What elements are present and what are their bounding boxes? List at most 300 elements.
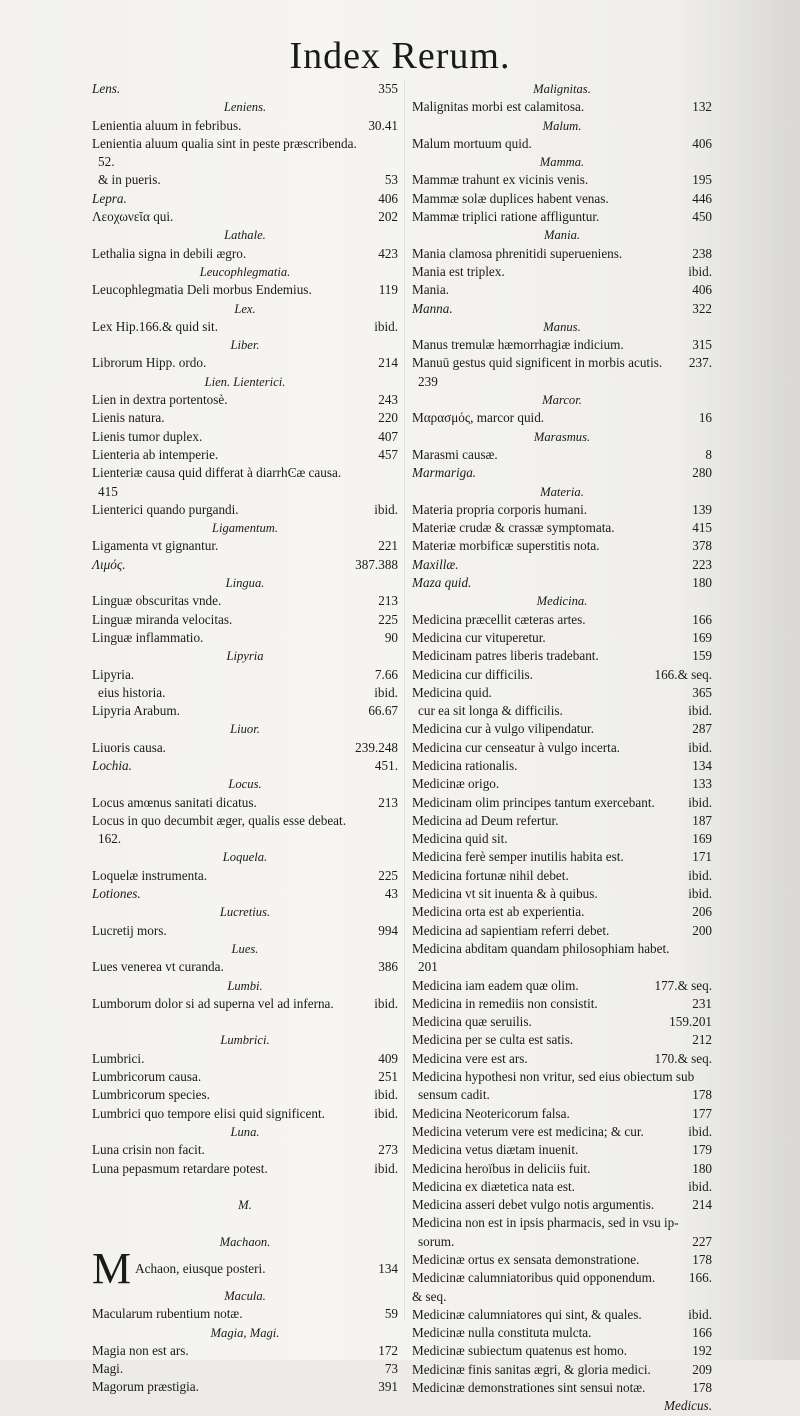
index-entry	[412, 666, 712, 684]
entry-text: Locus amœnus sanitati dicatus.	[92, 794, 257, 810]
page-ref: 450	[692, 209, 712, 225]
index-entry	[92, 1050, 398, 1068]
heading-text: M.	[238, 1198, 252, 1213]
page-ref: ibid.	[374, 1087, 398, 1103]
entry-text: Μαρασμός, marcor quid.	[412, 410, 545, 426]
page-ref: 227	[692, 1233, 712, 1249]
entry-text: Linguæ miranda velocitas.	[92, 611, 233, 627]
page-ref: 206	[692, 904, 712, 920]
page-ref: 169	[692, 629, 712, 645]
page-ref: 415	[692, 520, 712, 536]
index-entry	[412, 464, 712, 482]
entry-text: & seq.	[412, 1288, 447, 1304]
page-ref: 195	[692, 172, 712, 188]
index-entry	[92, 812, 398, 830]
entry-text: Medicina cur à vulgo vilipendatur.	[412, 721, 595, 737]
entry-text: Librorum Hipp. ordo.	[92, 355, 207, 371]
page-ref: 407	[378, 428, 398, 444]
page-ref: 225	[378, 867, 398, 883]
index-heading	[92, 1031, 398, 1049]
heading-text: Lingua.	[225, 576, 265, 591]
page-ref: 66.67	[368, 703, 398, 719]
page-ref: 273	[378, 1142, 398, 1158]
index-entry	[92, 153, 398, 171]
page-ref: 280	[692, 465, 712, 481]
entry-text: Medicina vt sit inuenta & à quibus.	[412, 886, 598, 902]
index-entry	[92, 409, 398, 427]
index-heading	[92, 940, 398, 958]
page-ref: 187	[692, 812, 712, 828]
page-ref: ibid.	[374, 1105, 398, 1121]
entry-text: Mania clamosa phrenitidi superueniens.	[412, 245, 623, 261]
index-entry	[92, 702, 398, 720]
index-heading	[412, 391, 712, 409]
index-entry	[92, 629, 398, 647]
index-entry	[92, 428, 398, 446]
index-heading	[92, 1324, 398, 1342]
heading-text: Luna.	[230, 1124, 260, 1139]
entry-text: Medicina vere est ars.	[412, 1050, 528, 1066]
index-entry	[412, 903, 712, 921]
index-entry	[412, 1269, 712, 1287]
heading-text: Leniens.	[223, 100, 267, 115]
entry-text: Leucophlegmatia Deli morbus Endemius.	[92, 282, 312, 298]
entry-text: Lucretij mors.	[92, 922, 167, 938]
heading-text: Liuor.	[230, 722, 260, 737]
entry-text: Mammæ trahunt ex vicinis venis.	[412, 172, 589, 188]
page-ref: 59	[384, 1306, 398, 1322]
page-ref: ibid.	[688, 1306, 712, 1322]
index-entry	[412, 629, 712, 647]
index-heading	[412, 592, 712, 610]
page-ref: 213	[378, 794, 398, 810]
index-entry	[412, 373, 712, 391]
entry-text: Medicina hypothesi non vritur, sed eius obiectum sub	[412, 1069, 695, 1085]
entry-text: Medicina ferè semper inutilis habita est.	[412, 849, 624, 865]
page-ref: 457	[378, 446, 398, 462]
page-ref: ibid.	[688, 867, 712, 883]
heading-text: Lues.	[231, 941, 259, 956]
index-entry	[412, 1160, 712, 1178]
index-entry	[92, 318, 398, 336]
entry-text: sensum cadit.	[418, 1087, 490, 1103]
entry-text: Medicina quid.	[412, 684, 492, 700]
heading-text: Lumbrici.	[220, 1033, 270, 1048]
entry-text: 52.	[98, 154, 115, 170]
index-entry	[92, 245, 398, 263]
index-entry	[92, 135, 398, 153]
page-ref: 171	[692, 849, 712, 865]
index-entry	[92, 1160, 398, 1178]
index-entry	[92, 1086, 398, 1104]
page-ref: 132	[692, 99, 712, 115]
entry-text: Lumborum dolor si ad superna vel ad inferna.	[92, 995, 334, 1011]
index-entry	[412, 684, 712, 702]
index-entry	[412, 1233, 712, 1251]
page-ref: 239.248	[355, 739, 398, 755]
index-entry	[92, 190, 398, 208]
entry-text: Magi.	[92, 1361, 124, 1377]
index-heading	[92, 336, 398, 354]
index-entry	[92, 1105, 398, 1123]
index-entry	[412, 848, 712, 866]
entry-text: Medicinæ demonstrationes sint sensui notæ.	[412, 1380, 646, 1396]
entry-text: Medicinæ calumniatores qui sint, & quales.	[412, 1306, 642, 1322]
index-entry	[92, 885, 398, 903]
index-entry	[92, 80, 398, 98]
entry-text: Lethalia signa in debili ægro.	[92, 245, 247, 261]
entry-text: Manus tremulæ hæmorrhagiæ indicium.	[412, 337, 624, 353]
heading-text: Macula.	[224, 1289, 266, 1303]
entry-text: Medicina quæ seruilis.	[412, 1014, 532, 1030]
heading-text: Marcor.	[542, 393, 582, 408]
index-entry	[412, 885, 712, 903]
entry-text: Medicina heroïbus in deliciis fuit.	[412, 1160, 591, 1176]
page-ref: 178	[692, 1380, 712, 1396]
entry-text: Mammæ triplici ratione affliguntur.	[412, 209, 600, 225]
heading-text: Ligamentum.	[211, 521, 279, 536]
heading-text: Lucretius.	[219, 905, 271, 920]
index-heading	[92, 775, 398, 793]
index-heading	[92, 263, 398, 281]
index-entry	[92, 556, 398, 574]
entry-text: Lumbricorum species.	[92, 1087, 210, 1103]
index-heading	[412, 226, 712, 244]
index-entry	[412, 556, 712, 574]
entry-text: Ligamenta vt gignantur.	[92, 538, 219, 554]
entry-text: Lienteria ab intemperie.	[92, 446, 219, 462]
page-ref: 43	[384, 886, 398, 902]
page-ref: 200	[692, 922, 712, 938]
index-entry	[92, 611, 398, 629]
entry-text: Locus in quo decumbit æger, qualis esse debeat.	[92, 812, 347, 828]
index-entry	[412, 446, 712, 464]
entry-text: Lenientia aluum in febribus.	[92, 117, 242, 133]
index-entry	[412, 794, 712, 812]
entry-text: Lien in dextra portentosè.	[92, 392, 228, 408]
page-ref: 365	[692, 684, 712, 700]
entry-text: Medicina veterum vere est medicina; & cur.	[412, 1123, 644, 1139]
page-ref: 225	[378, 611, 398, 627]
entry-text: Lex Hip.166.& quid sit.	[92, 318, 219, 334]
page-ref: 406	[378, 190, 398, 206]
page-ref: 30.41	[368, 117, 398, 133]
page-ref: ibid.	[374, 684, 398, 700]
index-entry	[412, 1196, 712, 1214]
index-heading	[92, 848, 398, 866]
entry-text: Maza quid.	[412, 575, 472, 591]
entry-text: Medicina in remediis non consistit.	[412, 995, 598, 1011]
heading-text: Machaon.	[219, 1234, 271, 1249]
page-ref: 994	[378, 922, 398, 938]
entry-text: Marmariga.	[412, 465, 477, 481]
entry-text: Medicina ex diætetica nata est.	[412, 1178, 575, 1194]
entry-text: Medicina orta est ab experientia.	[412, 904, 585, 920]
index-entry	[412, 1105, 712, 1123]
index-entry	[412, 1342, 712, 1360]
index-entry	[92, 592, 398, 610]
page-ref: 159.201	[669, 1014, 712, 1030]
entry-text: Lienis natura.	[92, 410, 165, 426]
page-title: Index Rerum.	[289, 35, 511, 77]
page-ref: 166	[692, 1325, 712, 1341]
index-heading	[412, 428, 712, 446]
page-ref: 451.	[374, 757, 398, 773]
page-ref: 409	[378, 1050, 398, 1066]
entry-text: Medicina cur difficilis.	[412, 666, 533, 682]
index-entry	[412, 1013, 712, 1031]
index-heading	[92, 1233, 398, 1251]
page-ref: 223	[692, 556, 712, 572]
index-entry	[412, 574, 712, 592]
entry-text: 239	[418, 373, 438, 389]
page-ref: 446	[692, 190, 712, 206]
page-ref: 166.	[688, 1270, 712, 1286]
page-ref: 172	[378, 1342, 398, 1358]
entry-text: Lotiones.	[92, 886, 141, 902]
entry-text: Medicina asseri debet vulgo notis argumentis.	[412, 1197, 655, 1213]
page-ref: 391	[378, 1379, 398, 1395]
entry-text: Magorum præstigia.	[92, 1379, 199, 1395]
page-ref: 423	[378, 245, 398, 261]
index-entry	[92, 684, 398, 702]
index-entry	[412, 171, 712, 189]
index-entry	[92, 483, 398, 501]
index-entry	[412, 1123, 712, 1141]
entry-text: Lipyria.	[92, 666, 135, 682]
heading-text: Lex.	[234, 301, 256, 316]
index-entry	[412, 519, 712, 537]
index-entry	[92, 1141, 398, 1159]
entry-text: Linguæ inflammatio.	[92, 629, 204, 645]
entry-text: 162.	[98, 831, 122, 847]
index-entry	[412, 611, 712, 629]
index-entry	[92, 830, 398, 848]
entry-text: Malignitas morbi est calamitosa.	[412, 99, 585, 115]
index-entry	[412, 263, 712, 281]
index-entry	[412, 720, 712, 738]
entry-text: Medicinæ nulla constituta mulcta.	[412, 1325, 592, 1341]
entry-text: Medicina ad Deum refertur.	[412, 812, 559, 828]
right-column	[412, 80, 712, 1416]
page-ref: 209	[692, 1361, 712, 1377]
heading-text: Medicina.	[536, 594, 588, 609]
index-heading	[412, 483, 712, 501]
page-ref: 238	[692, 245, 712, 261]
entry-text: cur ea sit longa & difficilis.	[418, 703, 563, 719]
index-entry	[92, 391, 398, 409]
index-entry	[412, 245, 712, 263]
index-heading	[92, 300, 398, 318]
index-heading	[412, 117, 712, 135]
entry-text: Lipyria Arabum.	[92, 703, 180, 719]
heading-text: Mania.	[543, 228, 581, 243]
entry-text: Medicina vetus diætam inuenit.	[412, 1142, 579, 1158]
index-entry	[92, 354, 398, 372]
index-entry	[412, 757, 712, 775]
index-entry	[412, 1068, 712, 1086]
page-ref: 7.66	[374, 666, 398, 682]
entry-text: Liuoris causa.	[92, 739, 166, 755]
heading-text: Manus.	[543, 319, 581, 334]
page-ref: 53	[384, 172, 398, 188]
index-entry	[412, 1031, 712, 1049]
index-entry	[92, 281, 398, 299]
entry-text: Lienteriæ causa quid differat à diarrhϾæ causa.	[92, 465, 342, 481]
entry-text: Marasmi causæ.	[412, 446, 498, 462]
catchword-text: Medicus.	[664, 1398, 712, 1414]
page-ref: 387.388	[355, 556, 398, 572]
heading-text: Lipyria	[226, 649, 264, 664]
index-entry	[92, 537, 398, 555]
entry-text: Medicinæ origo.	[412, 776, 500, 792]
index-entry	[412, 208, 712, 226]
index-entry	[412, 922, 712, 940]
index-entry	[92, 739, 398, 757]
index-entry	[412, 1086, 712, 1104]
index-entry	[412, 300, 712, 318]
index-heading	[412, 153, 712, 171]
index-entry	[412, 1288, 712, 1306]
left-column	[92, 80, 398, 1397]
page-ref: 180	[692, 1160, 712, 1176]
entry-text: Medicina non est in ipsis pharmacis, sed in vsu ip-	[412, 1215, 679, 1231]
page-ref: 177	[692, 1105, 712, 1121]
entry-text: Lepra.	[92, 190, 127, 206]
page-ref: 355	[378, 81, 398, 96]
entry-text: Medicina Neotericorum falsa.	[412, 1105, 570, 1121]
page-ref: 322	[692, 300, 712, 316]
index-entry	[412, 830, 712, 848]
index-entry	[412, 537, 712, 555]
index-entry	[412, 702, 712, 720]
entry-text: Λιμός.	[92, 556, 126, 572]
index-entry	[92, 995, 398, 1013]
index-entry	[412, 336, 712, 354]
entry-text: 201	[418, 959, 438, 975]
page-ref: 73	[384, 1361, 398, 1377]
entry-text: & in pueris.	[98, 172, 161, 188]
entry-text: Medicina iam eadem quæ olim.	[412, 977, 579, 993]
index-entry	[92, 464, 398, 482]
entry-text: Luna crisin non facit.	[92, 1142, 205, 1158]
page-ref: 386	[378, 959, 398, 975]
drop-cap: M	[92, 1244, 132, 1293]
entry-text: Mammæ solæ duplices habent venas.	[412, 190, 609, 206]
index-entry	[92, 1305, 398, 1323]
index-entry	[92, 501, 398, 519]
index-entry	[92, 1214, 398, 1232]
page-ref: ibid.	[374, 995, 398, 1011]
page-ref: 166.& seq.	[654, 666, 712, 682]
entry-text: Medicina rationalis.	[412, 757, 518, 773]
page-ref: 406	[692, 135, 712, 151]
heading-text: Materia.	[540, 484, 584, 499]
entry-text: Λεοχωνεῖα qui.	[92, 209, 174, 225]
index-entry	[412, 958, 712, 976]
page-ref: 178	[692, 1252, 712, 1267]
catchword	[412, 1397, 712, 1415]
heading-text: Marasmus.	[533, 429, 591, 444]
index-entry	[412, 281, 712, 299]
index-heading	[92, 903, 398, 921]
index-entry	[412, 1251, 712, 1269]
page-ref: ibid.	[688, 739, 712, 755]
index-entry	[412, 1361, 712, 1379]
index-entry	[92, 1360, 398, 1378]
page-ref: 406	[692, 282, 712, 298]
entry-text: Lienterici quando purgandi.	[92, 501, 239, 517]
page-ref: 214	[378, 355, 398, 371]
index-heading	[92, 98, 398, 116]
entry-text: Lumbrici.	[92, 1050, 145, 1066]
entry-text: Lues venerea vt curanda.	[92, 959, 224, 975]
page-ref: 243	[378, 392, 398, 408]
page-ref: 237.	[688, 355, 712, 371]
index-entry	[92, 208, 398, 226]
index-heading	[92, 647, 398, 665]
entry-text: Malum mortuum quid.	[412, 135, 532, 151]
index-entry	[92, 1244, 398, 1293]
page-ref: 8	[705, 446, 712, 462]
heading-text: Malignitas.	[533, 82, 591, 96]
page-ref: 16	[698, 410, 712, 426]
page-ref: 169	[692, 831, 712, 847]
index-entry	[92, 757, 398, 775]
entry-text: Materiæ crudæ & crassæ symptomata.	[412, 520, 615, 536]
page-ref: ibid.	[688, 1178, 712, 1194]
index-entry	[412, 977, 712, 995]
heading-text: Lumbi.	[227, 978, 263, 993]
page-ref: 119	[378, 282, 398, 298]
index-heading	[92, 977, 398, 995]
index-entry	[412, 501, 712, 519]
index-entry	[412, 1306, 712, 1324]
page-ref: 139	[692, 501, 712, 517]
entry-text: Manuū gestus quid significent in morbis acutis.	[412, 355, 663, 371]
index-entry	[412, 1324, 712, 1342]
index-entry	[92, 958, 398, 976]
entry-text: Maxillæ.	[412, 556, 459, 572]
heading-text: Lathale.	[224, 228, 266, 243]
index-entry	[412, 1379, 712, 1397]
page-ref: 315	[692, 337, 712, 353]
page-ref: 287	[692, 721, 712, 737]
entry-text: Medicina cur vituperetur.	[412, 629, 546, 645]
entry-text: Macularum rubentium notæ.	[92, 1306, 243, 1322]
page-ref: 166	[692, 611, 712, 627]
page-ref: 159	[692, 648, 712, 664]
page-ref: ibid.	[688, 1123, 712, 1139]
index-heading	[92, 574, 398, 592]
entry-text: eius historia.	[98, 684, 166, 700]
page-ref: 221	[378, 538, 398, 554]
heading-text: Mamma.	[539, 155, 585, 170]
entry-text: sorum.	[418, 1233, 455, 1249]
page-ref: 180	[692, 575, 712, 591]
page-ref: 378	[692, 538, 712, 554]
index-entry	[92, 1342, 398, 1360]
page-ref: 133	[692, 776, 712, 792]
page-ref: 192	[692, 1343, 712, 1359]
entry-text: Lochia.	[92, 757, 132, 773]
index-heading	[92, 1287, 398, 1305]
index-entry	[412, 739, 712, 757]
index-heading	[92, 226, 398, 244]
index-entry	[92, 1013, 398, 1031]
heading-text: Locus.	[228, 777, 262, 792]
index-entry	[92, 171, 398, 189]
